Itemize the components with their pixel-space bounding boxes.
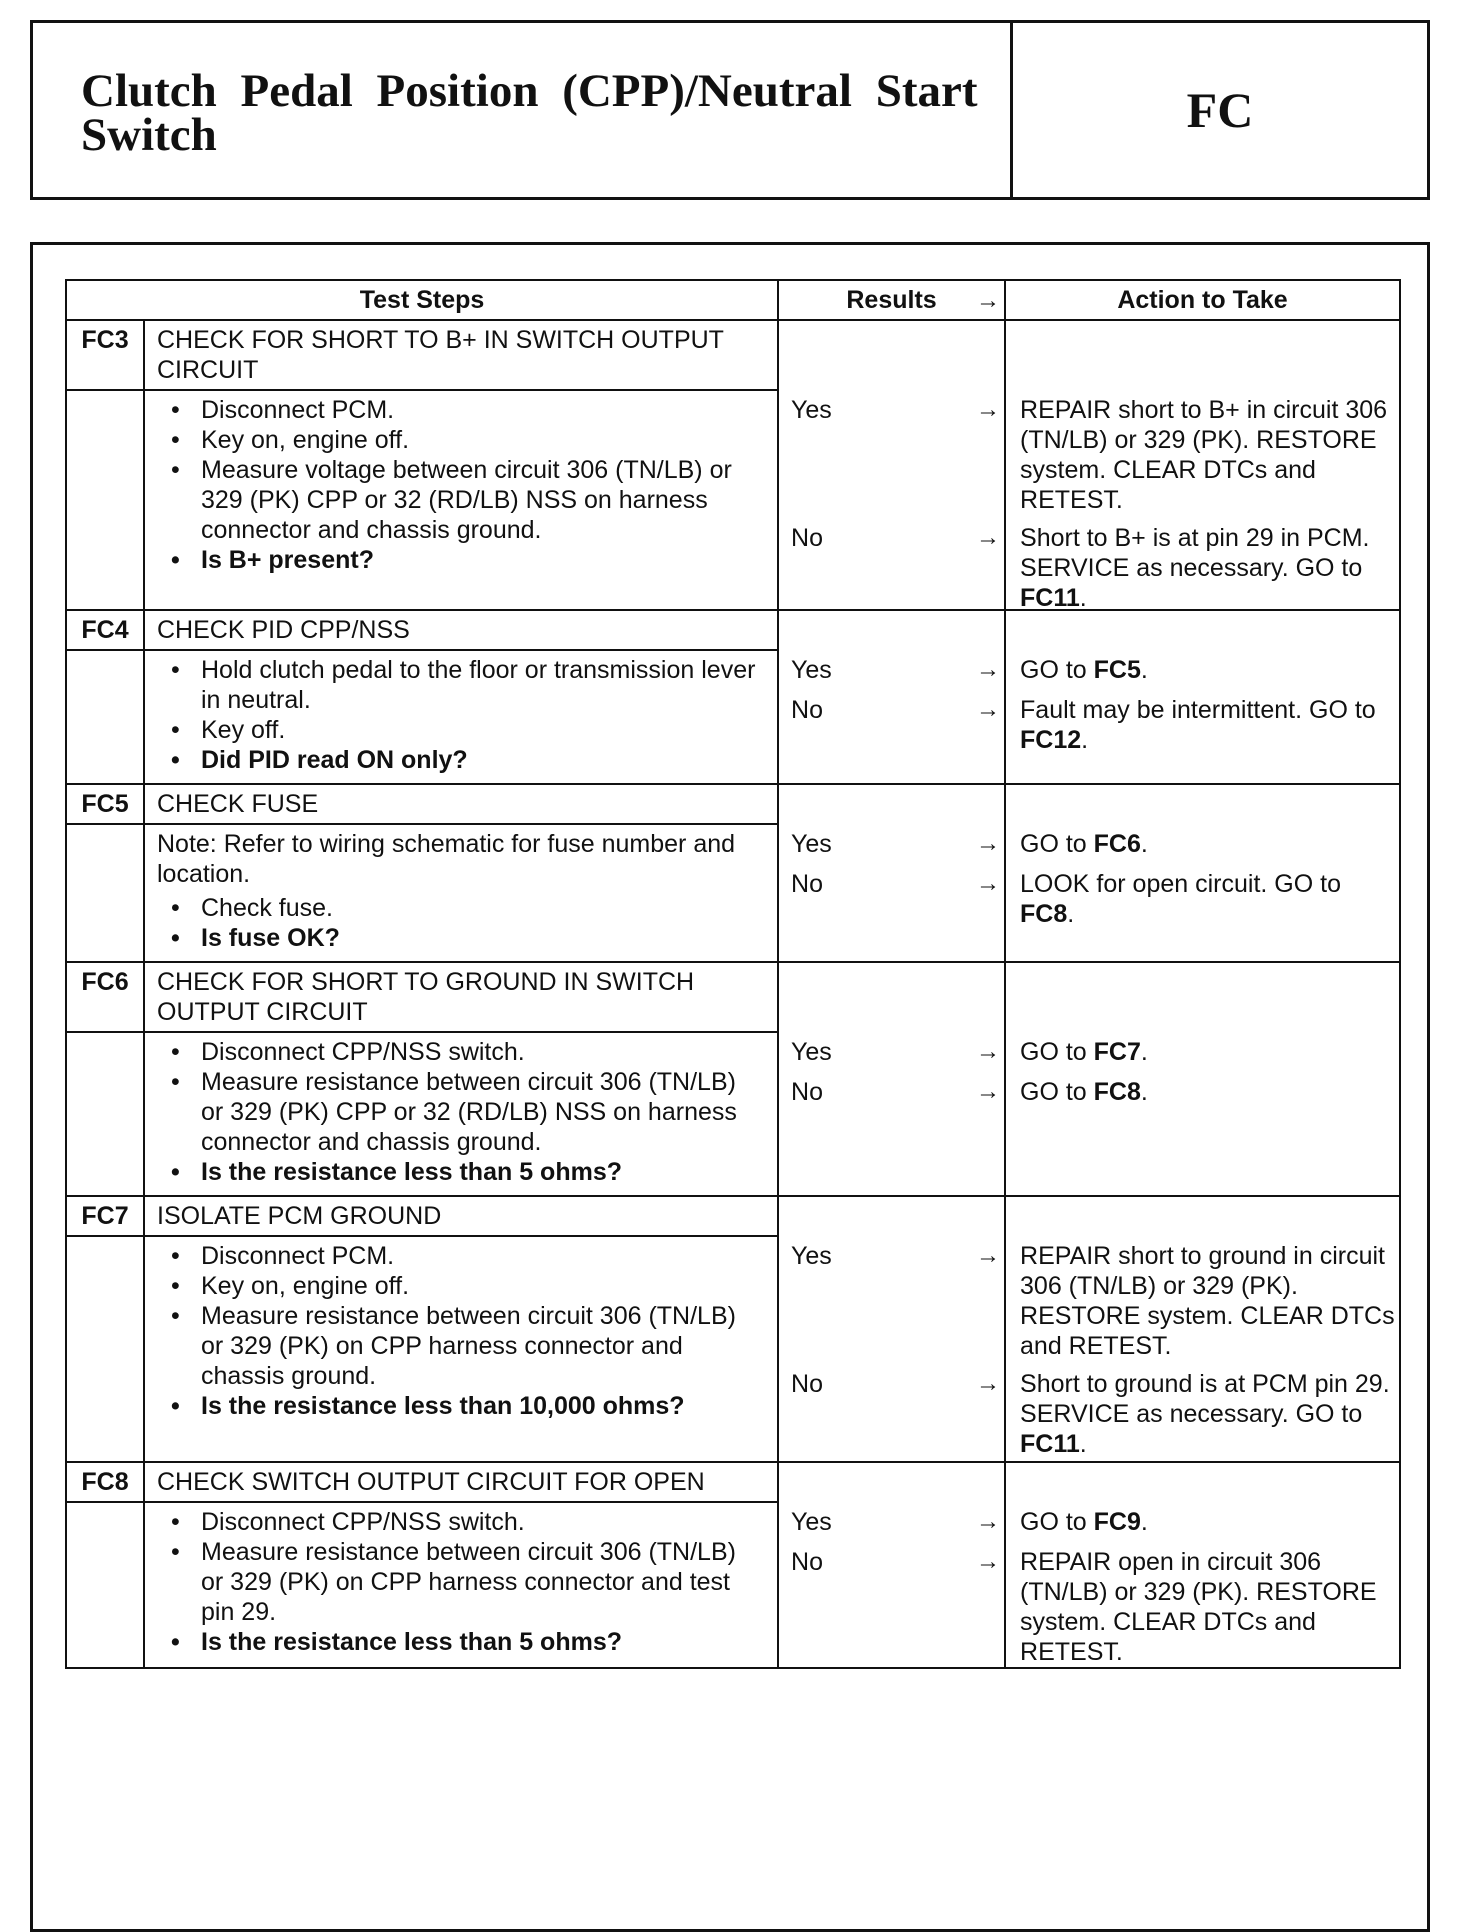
bullet-text: Check fuse.: [201, 894, 334, 922]
question: [157, 745, 765, 775]
page-header: [30, 20, 1430, 200]
arrow-icon: →: [976, 1548, 1001, 1575]
step-code-spacer: [66, 824, 144, 962]
result-yes-label: Yes: [791, 1038, 832, 1066]
table-body: [66, 320, 1400, 1668]
action-no-text: REPAIR open in circuit 306 (TN/LB) or 329 (PK). RESTORE system. CLEAR DTCs and RETEST.: [1020, 1548, 1377, 1666]
step-title: [144, 962, 778, 1032]
bullet-text: Key on, engine off.: [201, 426, 410, 454]
step-body: [144, 1236, 778, 1462]
bullet-text: Measure resistance between circuit 306 (TN/LB) or 329 (PK) on CPP harness connector and chassis ground.: [201, 1302, 736, 1390]
section-code: FC: [1186, 82, 1254, 138]
bullet-item: [157, 425, 765, 455]
bullet-item: [157, 1301, 765, 1391]
step-results: [778, 610, 1005, 784]
step-title-text: CHECK FUSE: [157, 790, 319, 818]
result-no-label: No: [791, 1548, 823, 1576]
question: [157, 923, 765, 953]
result-yes-label: Yes: [791, 1242, 832, 1270]
step-title-text: ISOLATE PCM GROUND: [157, 1202, 442, 1230]
step-instructions: [145, 1503, 777, 1665]
action-no-ref: FC8: [1020, 900, 1068, 928]
bullet-text: Measure resistance between circuit 306 (TN/LB) or 329 (PK) on CPP harness connector and test pin 29.: [201, 1538, 736, 1626]
step-action: [1005, 320, 1400, 610]
result-yes: [779, 1241, 1004, 1271]
step-title-row: [66, 320, 1400, 390]
action-no-ref: FC12: [1020, 726, 1082, 754]
action-yes-text: GO to: [1020, 1038, 1087, 1066]
result-yes: [779, 1037, 1004, 1067]
action-no-ref: FC11: [1020, 1430, 1080, 1458]
content-frame: [30, 242, 1430, 1932]
step-title: [144, 610, 778, 650]
result-no: [779, 869, 1004, 899]
action-yes: [1006, 829, 1399, 859]
step-code: [66, 1462, 144, 1502]
bullet-text: Key off.: [201, 716, 286, 744]
step-results: [778, 1196, 1005, 1462]
result-yes-label: Yes: [791, 656, 832, 684]
action-no-text: Short to ground is at PCM pin 29. SERVICE as necessary. GO to: [1020, 1370, 1390, 1428]
step-title-row: [66, 962, 1400, 1032]
action-no-tail: .: [1140, 1078, 1148, 1106]
bullet-item: [157, 395, 765, 425]
step-title: [144, 1462, 778, 1502]
bullet-item: [157, 1507, 765, 1537]
action-no: [1006, 869, 1399, 929]
arrow-icon: →: [976, 1038, 1001, 1065]
action-no: [1006, 1547, 1399, 1667]
action-yes: [1006, 395, 1399, 515]
step-action: [1005, 784, 1400, 962]
col-results: [778, 280, 1005, 320]
step-code-text: FC3: [81, 326, 129, 354]
step-instructions: [145, 825, 777, 961]
step-code: [66, 784, 144, 824]
step-title-text: CHECK PID CPP/NSS: [157, 616, 410, 644]
bullet-item: [157, 1067, 765, 1157]
bullet-item: [157, 455, 765, 545]
question: [157, 1157, 765, 1187]
step-instructions: [145, 391, 777, 583]
action-yes-tail: .: [1140, 1038, 1148, 1066]
question-text: Is B+ present?: [201, 546, 374, 574]
action-yes-ref: FC9: [1093, 1508, 1141, 1536]
step-title: [144, 784, 778, 824]
action-yes-text: GO to: [1020, 1508, 1087, 1536]
step-title-row: [66, 610, 1400, 650]
page-title: Clutch Pedal Position (CPP)/Neutral Start Switch: [33, 23, 1013, 197]
action-no-text: LOOK for open circuit. GO to: [1020, 870, 1341, 898]
bullet-item: [157, 1241, 765, 1271]
step-action: [1005, 610, 1400, 784]
action-no-ref: FC11: [1020, 584, 1080, 612]
action-no-text: Short to B+ is at pin 29 in PCM. SERVICE as necessary. GO to: [1020, 524, 1370, 582]
step-title-text: CHECK FOR SHORT TO B+ IN SWITCH OUTPUT CIRCUIT: [157, 326, 724, 384]
bullet-list: [157, 1241, 765, 1421]
step-code-text: FC5: [81, 790, 129, 818]
bullet-item: [157, 1271, 765, 1301]
bullet-list: [157, 1507, 765, 1657]
question: [157, 1391, 765, 1421]
result-no: [779, 1547, 1004, 1577]
question-text: Is the resistance less than 10,000 ohms?: [201, 1392, 685, 1420]
bullet-text: Disconnect CPP/NSS switch.: [201, 1508, 525, 1536]
arrow-icon: →: [976, 1078, 1001, 1105]
step-code-spacer: [66, 390, 144, 610]
step-code-text: FC6: [81, 968, 129, 996]
col-action: Action to Take: [1005, 280, 1400, 320]
step-code-spacer: [66, 1236, 144, 1462]
action-no: [1006, 523, 1399, 613]
step-body: [144, 1032, 778, 1196]
question-text: Is fuse OK?: [201, 924, 340, 952]
action-yes-text: GO to: [1020, 656, 1087, 684]
step-title-row: [66, 1196, 1400, 1236]
step-action: [1005, 1196, 1400, 1462]
action-no: [1006, 1369, 1399, 1459]
result-no: [779, 1077, 1004, 1107]
action-yes-ref: FC7: [1093, 1038, 1141, 1066]
bullet-text: Measure resistance between circuit 306 (TN/LB) or 329 (PK) CPP or 32 (RD/LB) NSS on harness connector and chassis ground.: [201, 1068, 737, 1156]
bullet-text: Hold clutch pedal to the floor or transmission lever in neutral.: [201, 656, 756, 714]
result-yes: [779, 655, 1004, 685]
step-code: [66, 610, 144, 650]
bullet-text: Disconnect CPP/NSS switch.: [201, 1038, 525, 1066]
step-note: [157, 829, 765, 889]
bullet-text: Disconnect PCM.: [201, 1242, 395, 1270]
result-no-label: No: [791, 870, 823, 898]
bullet-item: [157, 715, 765, 745]
action-yes: [1006, 655, 1399, 685]
step-action: [1005, 962, 1400, 1196]
table-header-row: [66, 280, 1400, 320]
step-results: [778, 320, 1005, 610]
bullet-list: [157, 893, 765, 953]
step-title: [144, 1196, 778, 1236]
question: [157, 1627, 765, 1657]
action-no-tail: .: [1081, 726, 1089, 754]
result-yes-label: Yes: [791, 396, 832, 424]
action-no: [1006, 695, 1399, 755]
arrow-icon: →: [976, 1508, 1001, 1535]
step-body: [144, 824, 778, 962]
bullet-text: Disconnect PCM.: [201, 396, 395, 424]
result-no-label: No: [791, 696, 823, 724]
action-yes-ref: FC5: [1093, 656, 1141, 684]
step-results: [778, 1462, 1005, 1668]
arrow-icon: →: [976, 870, 1001, 897]
action-yes-text: GO to: [1020, 830, 1087, 858]
action-yes: [1006, 1507, 1399, 1537]
step-instructions: [145, 1033, 777, 1195]
action-no-tail: .: [1079, 584, 1087, 612]
step-body: [144, 390, 778, 610]
bullet-list: [157, 655, 765, 775]
step-code-spacer: [66, 650, 144, 784]
action-yes-tail: .: [1140, 1508, 1148, 1536]
diagnostic-table: [65, 279, 1401, 1669]
result-no: [779, 523, 1004, 553]
bullet-list: [157, 1037, 765, 1187]
col-test-steps: Test Steps: [66, 280, 778, 320]
col-results-label: Results: [846, 286, 937, 314]
bullet-item: [157, 893, 765, 923]
step-title: [144, 320, 778, 390]
arrow-icon: →: [976, 287, 1001, 314]
result-no-label: No: [791, 1370, 823, 1398]
arrow-icon: →: [976, 1242, 1001, 1269]
step-instructions: [145, 651, 777, 783]
action-no-text: Fault may be intermittent. GO to: [1020, 696, 1376, 724]
bullet-text: Key on, engine off.: [201, 1272, 410, 1300]
step-body: [144, 650, 778, 784]
arrow-icon: →: [976, 656, 1001, 683]
action-no: [1006, 1077, 1399, 1107]
bullet-text: Measure voltage between circuit 306 (TN/LB) or 329 (PK) CPP or 32 (RD/LB) NSS on harness connector and chassis ground.: [201, 456, 732, 544]
result-yes: [779, 829, 1004, 859]
result-no-label: No: [791, 1078, 823, 1106]
result-yes-label: Yes: [791, 830, 832, 858]
step-title-row: [66, 1462, 1400, 1502]
step-title-row: [66, 784, 1400, 824]
action-yes-ref: FC6: [1093, 830, 1141, 858]
result-yes: [779, 1507, 1004, 1537]
bullet-list: [157, 395, 765, 575]
question-text: Is the resistance less than 5 ohms?: [201, 1628, 622, 1656]
step-body: [144, 1502, 778, 1668]
question-text: Did PID read ON only?: [201, 746, 468, 774]
arrow-icon: →: [976, 696, 1001, 723]
action-no-tail: .: [1079, 1430, 1087, 1458]
action-yes-tail: .: [1140, 830, 1148, 858]
action-yes: [1006, 1241, 1399, 1361]
step-instructions: [145, 1237, 777, 1429]
bullet-item: [157, 1037, 765, 1067]
result-yes-label: Yes: [791, 1508, 832, 1536]
arrow-icon: →: [976, 830, 1001, 857]
step-results: [778, 962, 1005, 1196]
note-text: Note: Refer to wiring schematic for fuse number and location.: [157, 830, 736, 888]
action-yes-text: REPAIR short to B+ in circuit 306 (TN/LB) or 329 (PK). RESTORE system. CLEAR DTCs and RETEST.: [1020, 396, 1388, 514]
action-no-text: GO to: [1020, 1078, 1087, 1106]
bullet-item: [157, 655, 765, 715]
action-yes-tail: .: [1140, 656, 1148, 684]
step-action: [1005, 1462, 1400, 1668]
question: [157, 545, 765, 575]
result-no-label: No: [791, 524, 823, 552]
step-code-text: FC7: [81, 1202, 129, 1230]
step-code-spacer: [66, 1502, 144, 1668]
result-no: [779, 1369, 1004, 1399]
action-no-ref: FC8: [1093, 1078, 1141, 1106]
result-yes: [779, 395, 1004, 425]
result-no: [779, 695, 1004, 725]
arrow-icon: →: [976, 396, 1001, 423]
step-code-text: FC4: [81, 616, 129, 644]
step-code-spacer: [66, 1032, 144, 1196]
step-code-text: FC8: [81, 1468, 129, 1496]
step-code: [66, 1196, 144, 1236]
step-results: [778, 784, 1005, 962]
step-code: [66, 320, 144, 390]
action-no-tail: .: [1067, 900, 1075, 928]
question-text: Is the resistance less than 5 ohms?: [201, 1158, 622, 1186]
step-code: [66, 962, 144, 1032]
step-title-text: CHECK FOR SHORT TO GROUND IN SWITCH OUTPUT CIRCUIT: [157, 968, 695, 1026]
bullet-item: [157, 1537, 765, 1627]
action-yes-text: REPAIR short to ground in circuit 306 (TN/LB) or 329 (PK). RESTORE system. CLEAR DTCs and RETEST.: [1020, 1242, 1395, 1360]
arrow-icon: →: [976, 524, 1001, 551]
step-title-text: CHECK SWITCH OUTPUT CIRCUIT FOR OPEN: [157, 1468, 705, 1496]
arrow-icon: →: [976, 1370, 1001, 1397]
action-yes: [1006, 1037, 1399, 1067]
